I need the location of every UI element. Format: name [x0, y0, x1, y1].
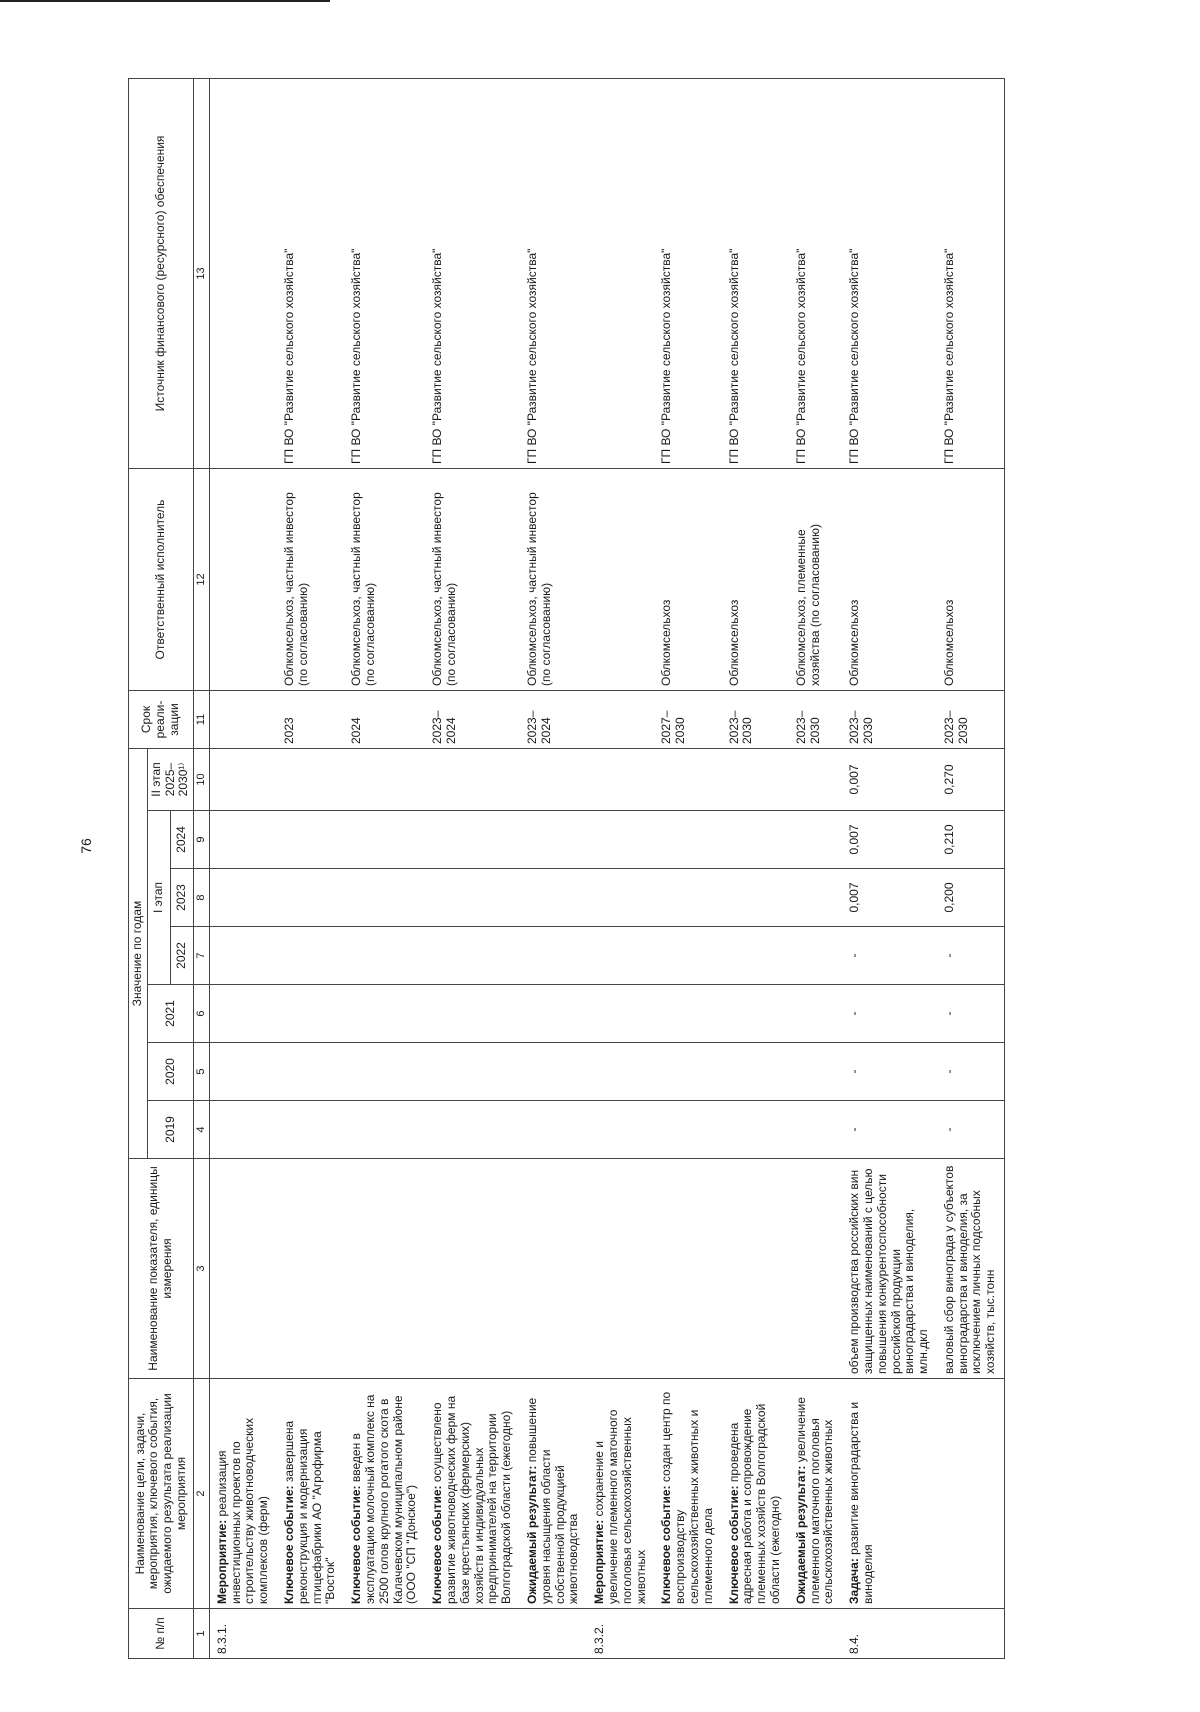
- row-description: [344, 1379, 425, 1609]
- colnum: 7: [194, 927, 210, 985]
- colnum: 8: [194, 869, 210, 927]
- row-label: Ключевое событие:: [349, 1485, 364, 1604]
- row-executor: Облкомсельхоз, частный инвестор (по согласованию): [425, 469, 520, 691]
- header-2019: 2019: [147, 1101, 193, 1159]
- row-value: [722, 985, 789, 1043]
- row-number: [277, 1609, 344, 1659]
- row-value: [425, 811, 520, 869]
- row-value: [209, 927, 277, 985]
- row-source: ГП ВО "Развитие сельского хозяйства": [722, 79, 789, 469]
- activities-table: [128, 78, 1005, 1659]
- header-stage1: I этап: [147, 811, 170, 985]
- row-label: Ключевое событие:: [659, 1485, 674, 1604]
- row-label: Ключевое событие:: [726, 1485, 741, 1604]
- row-value: [209, 811, 277, 869]
- row-indicator: [654, 1159, 721, 1379]
- row-description: [277, 1379, 344, 1609]
- row-value: [209, 1101, 277, 1159]
- row-number: [654, 1609, 721, 1659]
- row-value: [520, 869, 587, 927]
- row-indicator: [425, 1159, 520, 1379]
- row-term: 2023–2030: [789, 691, 842, 749]
- row-description: [937, 1379, 1005, 1609]
- row-source: [209, 79, 277, 469]
- table-row: [344, 79, 425, 1659]
- header-no: № п/п: [129, 1609, 194, 1659]
- row-value: 0,210: [937, 811, 1005, 869]
- colnum: 3: [194, 1159, 210, 1379]
- header-2023: 2023: [170, 869, 193, 927]
- header-name: Наименование цели, задачи, мероприятия, ключевого события, ожидаемого результата реализации мероприятия: [129, 1379, 194, 1609]
- row-value: [722, 1043, 789, 1101]
- row-term: 2024: [344, 691, 425, 749]
- row-value: [654, 1101, 721, 1159]
- rotated-sheet: [128, 79, 1198, 1659]
- top-rule: [0, 0, 330, 2]
- row-number: 8.3.2.: [587, 1609, 654, 1659]
- colnum: 9: [194, 811, 210, 869]
- row-description: [789, 1379, 842, 1609]
- row-source: ГП ВО "Развитие сельского хозяйства": [520, 79, 587, 469]
- row-source: ГП ВО "Развитие сельского хозяйства": [425, 79, 520, 469]
- table-row: [277, 79, 344, 1659]
- row-indicator: [587, 1159, 654, 1379]
- row-value: [277, 749, 344, 811]
- row-value: 0,007: [842, 749, 937, 811]
- row-value: [587, 985, 654, 1043]
- row-value: [520, 1101, 587, 1159]
- row-number: [520, 1609, 587, 1659]
- row-label: Мероприятие:: [214, 1519, 229, 1604]
- table-row: [937, 79, 1005, 1659]
- row-executor: [587, 469, 654, 691]
- row-value: [789, 927, 842, 985]
- row-executor: [209, 469, 277, 691]
- row-term: 2023: [277, 691, 344, 749]
- row-executor: Облкомсельхоз: [654, 469, 721, 691]
- row-value: [209, 985, 277, 1043]
- header-2024: 2024: [170, 811, 193, 869]
- row-executor: Облкомсельхоз: [722, 469, 789, 691]
- row-value: 0,200: [937, 869, 1005, 927]
- row-text: проведена адресная работа и сопровождение племенных хозяйств Волгоградской области (ежегодно): [726, 1403, 782, 1604]
- row-value: [277, 869, 344, 927]
- row-value: [587, 811, 654, 869]
- row-indicator: [722, 1159, 789, 1379]
- row-indicator: [209, 1159, 277, 1379]
- row-executor: Облкомсельхоз: [937, 469, 1005, 691]
- row-number: [425, 1609, 520, 1659]
- row-source: ГП ВО "Развитие сельского хозяйства": [654, 79, 721, 469]
- colnum: 10: [194, 749, 210, 811]
- row-term: 2027–2030: [654, 691, 721, 749]
- colnum: 1: [194, 1609, 210, 1659]
- row-value: [654, 1043, 721, 1101]
- row-value: [277, 811, 344, 869]
- row-value: -: [937, 1101, 1005, 1159]
- colnum: 6: [194, 985, 210, 1043]
- row-value: [344, 749, 425, 811]
- row-value: [344, 869, 425, 927]
- row-value: [277, 985, 344, 1043]
- row-value: 0,270: [937, 749, 1005, 811]
- row-source: [587, 79, 654, 469]
- row-value: [654, 927, 721, 985]
- row-term: [587, 691, 654, 749]
- header-stage2: II этап 2025–2030¹⁾: [147, 749, 193, 811]
- table-row: [842, 79, 937, 1659]
- row-value: 0,007: [842, 811, 937, 869]
- row-value: [722, 811, 789, 869]
- row-value: [425, 1043, 520, 1101]
- row-value: [425, 749, 520, 811]
- row-text: увеличение племенного маточного поголовья сельскохозяйственных животных: [793, 1397, 836, 1604]
- row-value: [520, 927, 587, 985]
- row-number: [937, 1609, 1005, 1659]
- row-text: введен в эксплуатацию молочный комплекс на 2500 голов крупного рогатого скота в Калачевском муниципальном районе (ООО "СП "Донское"): [349, 1394, 419, 1604]
- row-text: повышение уровня насыщения области собственной продукцией животноводства: [524, 1397, 581, 1604]
- row-value: [789, 1101, 842, 1159]
- row-value: [425, 985, 520, 1043]
- row-executor: Облкомсельхоз, частный инвестор (по согласованию): [520, 469, 587, 691]
- row-value: [277, 1043, 344, 1101]
- row-value: [344, 811, 425, 869]
- row-label: Мероприятие:: [592, 1519, 607, 1604]
- row-description: [842, 1379, 937, 1609]
- row-value: -: [937, 985, 1005, 1043]
- row-value: [425, 869, 520, 927]
- row-value: [654, 811, 721, 869]
- row-value: [654, 749, 721, 811]
- row-value: [520, 749, 587, 811]
- row-term: 2023–2024: [425, 691, 520, 749]
- row-value: [209, 1043, 277, 1101]
- row-number: 8.3.1.: [209, 1609, 277, 1659]
- table-row: [209, 79, 277, 1659]
- header-2021: 2021: [147, 985, 193, 1043]
- row-value: [425, 1101, 520, 1159]
- colnum: 11: [194, 691, 210, 749]
- header-2020: 2020: [147, 1043, 193, 1101]
- row-source: ГП ВО "Развитие сельского хозяйства": [789, 79, 842, 469]
- row-value: [277, 927, 344, 985]
- row-executor: Облкомсельхоз, племенные хозяйства (по согласованию): [789, 469, 842, 691]
- row-value: [520, 985, 587, 1043]
- row-term: 2023–2024: [520, 691, 587, 749]
- column-number-row: [194, 79, 210, 1659]
- row-value: 0,007: [842, 869, 937, 927]
- row-value: [587, 1043, 654, 1101]
- row-value: [209, 869, 277, 927]
- row-indicator: [520, 1159, 587, 1379]
- row-label: Ключевое событие:: [282, 1485, 297, 1604]
- table-row: [425, 79, 520, 1659]
- row-description: [722, 1379, 789, 1609]
- row-text: осуществлено развитие животноводческих ферм на базе крестьянских (фермерских) хозяйств и индивидуальных предпринимателей на территории Волгоградской области (ежегодно): [430, 1395, 514, 1604]
- row-indicator: объем производства российских вин защищенных наименований с целью повышения конкурентоспособности российской продукции виноградарства и виноделия, млн.дкл: [842, 1159, 937, 1379]
- row-indicator: [789, 1159, 842, 1379]
- row-label: Ожидаемый результат:: [793, 1465, 808, 1604]
- row-value: [344, 1043, 425, 1101]
- header-executor: Ответственный исполнитель: [129, 469, 194, 691]
- row-value: [789, 749, 842, 811]
- row-value: [789, 985, 842, 1043]
- row-label: Ожидаемый результат:: [524, 1465, 539, 1604]
- row-term: 2023–2030: [722, 691, 789, 749]
- row-indicator: [277, 1159, 344, 1379]
- row-indicator: [344, 1159, 425, 1379]
- row-value: [722, 1101, 789, 1159]
- colnum: 12: [194, 469, 210, 691]
- row-description: [520, 1379, 587, 1609]
- row-value: [789, 811, 842, 869]
- row-value: [344, 985, 425, 1043]
- table-row: [587, 79, 654, 1659]
- row-value: [789, 1043, 842, 1101]
- table-body: [209, 79, 1004, 1659]
- row-value: [722, 869, 789, 927]
- header-source: Источник финансового (ресурсного) обеспечения: [129, 79, 194, 469]
- row-term: 2023–2030: [937, 691, 1005, 749]
- row-value: [587, 749, 654, 811]
- row-term: 2023–2030: [842, 691, 937, 749]
- row-source: ГП ВО "Развитие сельского хозяйства": [842, 79, 937, 469]
- colnum: 13: [194, 79, 210, 469]
- row-description: [425, 1379, 520, 1609]
- row-indicator: валовый сбор винограда у субъектов виноградарства и виноделия, за исключением личных подсобных хозяйств, тыс.тонн: [937, 1159, 1005, 1379]
- row-value: -: [842, 1101, 937, 1159]
- row-value: [722, 927, 789, 985]
- row-value: [587, 1101, 654, 1159]
- row-value: [520, 1043, 587, 1101]
- row-term: [209, 691, 277, 749]
- row-value: [654, 985, 721, 1043]
- row-executor: Облкомсельхоз: [842, 469, 937, 691]
- row-number: [344, 1609, 425, 1659]
- header-term: Срок реали-зации: [129, 691, 194, 749]
- row-executor: Облкомсельхоз, частный инвестор (по согласованию): [344, 469, 425, 691]
- header-2022: 2022: [170, 927, 193, 985]
- row-value: [722, 749, 789, 811]
- header-values-by-year: Значение по годам: [129, 749, 148, 1159]
- colnum: 5: [194, 1043, 210, 1101]
- table-row: [520, 79, 587, 1659]
- row-source: ГП ВО "Развитие сельского хозяйства": [937, 79, 1005, 469]
- row-source: ГП ВО "Развитие сельского хозяйства": [344, 79, 425, 469]
- row-value: [209, 749, 277, 811]
- row-value: [520, 811, 587, 869]
- row-label: Задача:: [847, 1558, 862, 1604]
- row-value: [789, 869, 842, 927]
- row-value: [344, 927, 425, 985]
- table-row: [722, 79, 789, 1659]
- row-number: 8.4.: [842, 1609, 937, 1659]
- row-text: создан центр по воспроизводству сельскохозяйственных животных и племенного дела: [659, 1391, 715, 1604]
- row-number: [722, 1609, 789, 1659]
- row-text: реализация инвестиционных проектов по строительству животноводческих комплексов (ферм): [214, 1417, 271, 1604]
- row-value: -: [937, 1043, 1005, 1101]
- row-value: [425, 927, 520, 985]
- row-value: [587, 869, 654, 927]
- row-description: [587, 1379, 654, 1609]
- row-value: -: [842, 985, 937, 1043]
- header-indicator: Наименование показателя, единицы измерения: [129, 1159, 194, 1379]
- table-row: [654, 79, 721, 1659]
- row-description: [654, 1379, 721, 1609]
- page-number: 76: [77, 838, 94, 854]
- row-description: [209, 1379, 277, 1609]
- colnum: 4: [194, 1101, 210, 1159]
- row-value: [654, 869, 721, 927]
- row-value: [587, 927, 654, 985]
- row-source: ГП ВО "Развитие сельского хозяйства": [277, 79, 344, 469]
- row-label: Ключевое событие:: [430, 1485, 445, 1604]
- row-number: [789, 1609, 842, 1659]
- row-value: [344, 1101, 425, 1159]
- row-value: -: [842, 1043, 937, 1101]
- row-executor: Облкомсельхоз, частный инвестор (по согласованию): [277, 469, 344, 691]
- row-value: -: [937, 927, 1005, 985]
- colnum: 2: [194, 1379, 210, 1609]
- row-text: сохранение и увеличение племенного маточного поголовья сельскохозяйственных животных: [592, 1409, 648, 1604]
- table-row: [789, 79, 842, 1659]
- row-text: завершена реконструкция и модернизация птицефабрики АО "Агрофирма "Восток": [282, 1420, 338, 1604]
- row-value: [277, 1101, 344, 1159]
- row-value: -: [842, 927, 937, 985]
- row-text: развитие виноградарства и виноделия: [847, 1401, 875, 1604]
